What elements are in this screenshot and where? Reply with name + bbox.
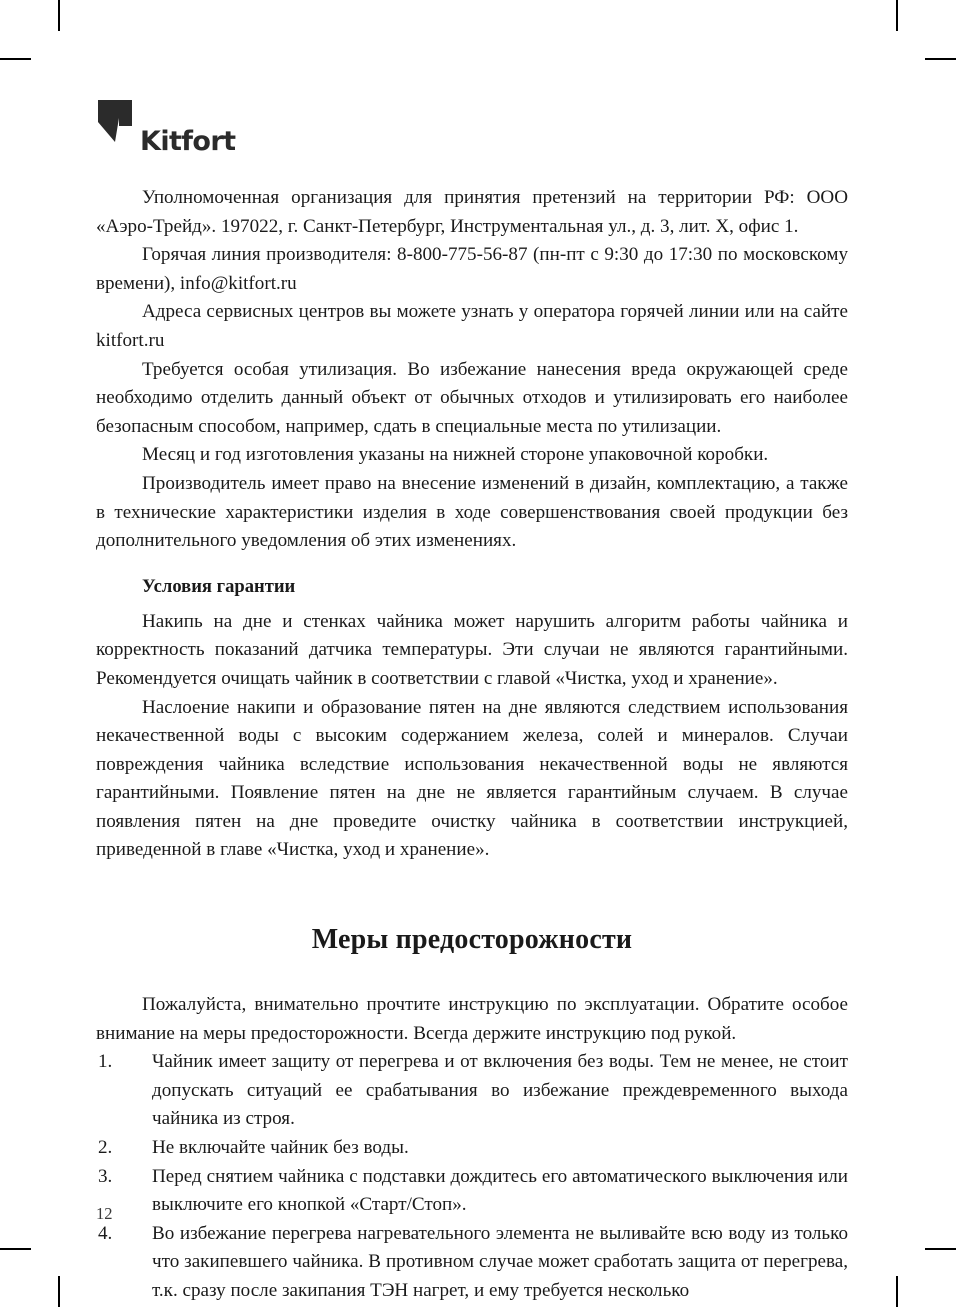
- paragraph-disposal: Требуется особая утилизация. Во избежание нанесения вреда окружающей среде необходимо отделить данный объект от обычных отходов и утилизировать его наиболее безопасным способом, например, сдать в специальные места по утилизации.: [96, 358, 848, 437]
- paragraph-authorized-org: Уполномоченная организация для принятия претензий на территории РФ: ООО «Аэро-Трейд». 197022, г. Санкт-Петербург, Инструментальная ул., д. 3, лит. X, офис 1.: [96, 187, 848, 237]
- crop-mark-bottom-left-horizontal: [0, 1248, 31, 1250]
- page-body: [96, 184, 848, 1306]
- chapter-title-block: [96, 923, 848, 957]
- crop-mark-top-left-horizontal: [0, 58, 31, 60]
- warranty-heading: Условия гарантии: [142, 575, 296, 597]
- paragraph-precautions-intro: Пожалуйста, внимательно прочтите инструкцию по эксплуатации. Обратите особое внимание на меры предосторожности. Всегда держите инструкцию под рукой.: [96, 994, 848, 1044]
- paragraph-hotline: Горячая линия производителя: 8-800-775-56-87 (пн-пт с 9:30 до 17:30 по московскому времени), info@kitfort.ru: [96, 244, 848, 294]
- page-number: 12: [96, 1204, 113, 1223]
- kitfort-pennant-logo-icon: [98, 100, 134, 157]
- paragraph-service-centers: Адреса сервисных центров вы можете узнать у оператора горячей линии или на сайте kitfort.ru: [96, 301, 848, 351]
- crop-mark-bottom-right-horizontal: [925, 1248, 956, 1250]
- page-title: Меры предосторожности: [311, 924, 633, 956]
- brand-logo: [98, 100, 235, 157]
- crop-mark-top-right-horizontal: [925, 58, 956, 60]
- list-item: Перед снятием чайника с подставки дождитесь его автоматического выключения или выключите его кнопкой «Старт/Стоп».: [152, 1165, 848, 1216]
- precautions-list: [96, 1048, 848, 1305]
- crop-mark-top-right-vertical: [896, 0, 898, 31]
- paragraph-manufacture-date: Месяц и год изготовления указаны на нижней стороне упаковочной коробки.: [142, 444, 769, 466]
- list-item: Во избежание перегрева нагревательного элемента не выливайте всю воду из только что закипевшего чайника. В противном случае может сработать защита от перегрева, т.к. сразу после закипания ТЭН нагрет, и ему требуется несколько: [152, 1222, 848, 1301]
- brand-wordmark: Kitfort: [140, 126, 236, 157]
- paragraph-design-changes: Производитель имеет право на внесение изменений в дизайн, комплектацию, а также в технические характеристики изделия в ходе совершенствования своей продукции без дополнительного уведомления об этих изменениях.: [96, 472, 848, 552]
- paragraph-warranty-scale: Накипь на дне и стенках чайника может нарушить алгоритм работы чайника и корректность показаний датчика температуры. Эти случаи не являются гарантийными. Рекомендуется очищать чайник в соответствии с главой «Чистка, уход и хранение».: [96, 610, 848, 689]
- paragraph-warranty-stains: Наслоение накипи и образование пятен на дне являются следствием использования некачественной воды с высоким содержанием железа, солей и минералов. Случаи повреждения чайника вследствие использования некачественной воды не являются гарантийными. Появление пятен на дне не является гарантийным случаем. В случае появления пятен на дне проведите очистку чайника в соответствии инструкцией, приведенной в главе «Чистка, уход и хранение».: [96, 696, 848, 861]
- crop-mark-bottom-right-vertical: [896, 1276, 898, 1307]
- list-item: Чайник имеет защиту от перегрева и от включения без воды. Тем не менее, не стоит допускать ситуаций ее срабатывания во избежание преждевременного выхода чайника из строя.: [152, 1051, 848, 1130]
- crop-mark-bottom-left-vertical: [58, 1276, 60, 1307]
- crop-mark-top-left-vertical: [58, 0, 60, 31]
- list-item: Не включайте чайник без воды.: [152, 1137, 409, 1159]
